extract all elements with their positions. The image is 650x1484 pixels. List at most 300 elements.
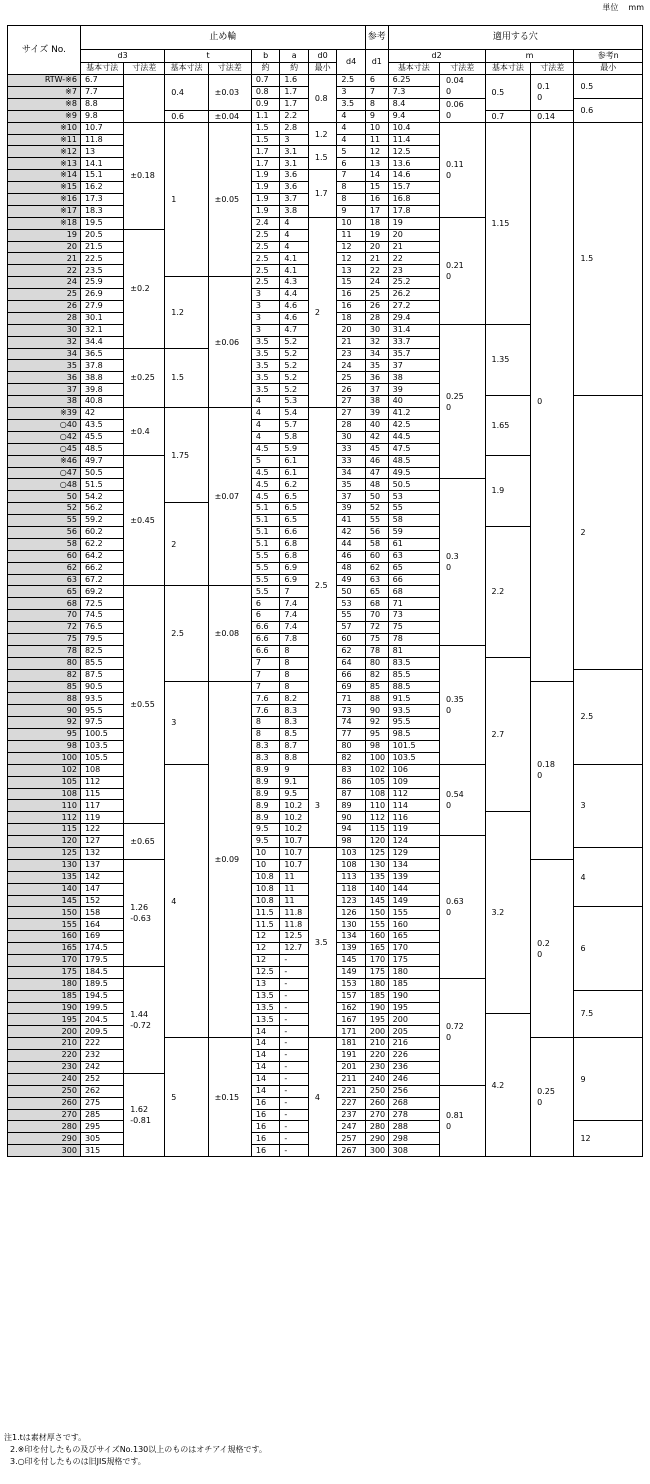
d0-min-cell: 1.7: [308, 170, 336, 218]
d2-basic-cell: 27.2: [388, 301, 439, 313]
d1-cell: 28: [365, 312, 388, 324]
snap-ring-spec-table: [7, 25, 643, 1157]
d2-basic-cell: 185: [388, 978, 439, 990]
size-cell: ○47: [8, 467, 81, 479]
d4-cell: 46: [337, 550, 366, 562]
b-cell: 4: [251, 396, 279, 408]
t-tolerance-cell: ±0.08: [208, 586, 251, 681]
d2-basic-cell: 33.7: [388, 336, 439, 348]
d4-cell: 108: [337, 859, 366, 871]
b-cell: 0.8: [251, 86, 279, 98]
d1-cell: 18: [365, 217, 388, 229]
d4-cell: 139: [337, 943, 366, 955]
d1-cell: 46: [365, 455, 388, 467]
d2-basic-cell: 58: [388, 515, 439, 527]
d3-basic-cell: 132: [80, 848, 123, 860]
a-cell: 8.3: [280, 717, 308, 729]
a-cell: 9: [280, 764, 308, 776]
b-cell: 5.1: [251, 503, 279, 515]
d1-cell: 75: [365, 633, 388, 645]
d1-cell: 280: [365, 1121, 388, 1133]
d3-basic-cell: 43.5: [80, 419, 123, 431]
d4-cell: 66: [337, 669, 366, 681]
b-cell: 13.5: [251, 1014, 279, 1026]
d3-tolerance-cell: ±0.55: [124, 586, 165, 824]
d2-basic-cell: 129: [388, 848, 439, 860]
d4-cell: 82: [337, 752, 366, 764]
d4-cell: 80: [337, 740, 366, 752]
d1-cell: 175: [365, 966, 388, 978]
d3-tolerance-cell: ±0.25: [124, 348, 165, 407]
size-cell: ※8: [8, 98, 81, 110]
d4-cell: 69: [337, 681, 366, 693]
size-cell: 145: [8, 895, 81, 907]
d3-basic-cell: 6.7: [80, 75, 123, 87]
a-cell: -: [280, 1121, 308, 1133]
size-cell: RTW-※6: [8, 75, 81, 87]
size-cell: 63: [8, 574, 81, 586]
d2-basic-cell: 134: [388, 859, 439, 871]
d3-basic-cell: 164: [80, 919, 123, 931]
d2-basic-cell: 298: [388, 1133, 439, 1145]
t-basic-cell: 1: [165, 122, 208, 277]
n-min-cell: 12: [574, 1121, 643, 1157]
d1-cell: 160: [365, 931, 388, 943]
d2-basic-cell: 42.5: [388, 419, 439, 431]
d1-cell: 68: [365, 598, 388, 610]
d2-tolerance-cell: 0.11 0: [439, 122, 485, 217]
d4-cell: 28: [337, 419, 366, 431]
b-cell: 11.5: [251, 919, 279, 931]
a-cell: 7.4: [280, 598, 308, 610]
d4-cell: 62: [337, 645, 366, 657]
b-cell: 3: [251, 301, 279, 313]
d3-basic-cell: 49.7: [80, 455, 123, 467]
d1-cell: 56: [365, 526, 388, 538]
m-basic-cell: 1.35: [485, 324, 531, 395]
d1-cell: 14: [365, 170, 388, 182]
b-cell: 14: [251, 1085, 279, 1097]
b-cell: 4.5: [251, 491, 279, 503]
d3-basic-cell: 127: [80, 836, 123, 848]
a-cell: 10.2: [280, 812, 308, 824]
b-cell: 6: [251, 610, 279, 622]
a-cell: 12.5: [280, 931, 308, 943]
d3-tolerance-cell: ±0.18: [124, 122, 165, 229]
b-cell: 12: [251, 955, 279, 967]
d4-cell: 83: [337, 764, 366, 776]
d1-cell: 220: [365, 1050, 388, 1062]
d4-cell: 221: [337, 1085, 366, 1097]
d2-basic-cell: 23: [388, 265, 439, 277]
d2-basic-cell: 40: [388, 396, 439, 408]
d3-basic-cell: 82.5: [80, 645, 123, 657]
size-cell: 50: [8, 491, 81, 503]
b-cell: 8.3: [251, 740, 279, 752]
a-cell: -: [280, 1050, 308, 1062]
d1-cell: 165: [365, 943, 388, 955]
b-cell: 3.5: [251, 360, 279, 372]
d2-basic-cell: 190: [388, 990, 439, 1002]
d4-cell: 86: [337, 776, 366, 788]
d1-cell: 88: [365, 693, 388, 705]
b-cell: 1.9: [251, 194, 279, 206]
a-cell: 9.5: [280, 788, 308, 800]
header-tol: 寸法差: [439, 62, 485, 75]
header-m: m: [485, 50, 574, 63]
d1-cell: 25: [365, 289, 388, 301]
b-cell: 6.6: [251, 633, 279, 645]
d4-cell: 130: [337, 919, 366, 931]
d1-cell: 90: [365, 705, 388, 717]
d1-cell: 72: [365, 622, 388, 634]
d3-basic-cell: 37.8: [80, 360, 123, 372]
size-cell: 115: [8, 824, 81, 836]
d4-cell: 60: [337, 633, 366, 645]
d2-basic-cell: 14.6: [388, 170, 439, 182]
d2-basic-cell: 73: [388, 610, 439, 622]
d3-basic-cell: 38.8: [80, 372, 123, 384]
b-cell: 3.5: [251, 336, 279, 348]
d4-cell: 27: [337, 408, 366, 420]
n-min-cell: 6: [574, 907, 643, 990]
d2-basic-cell: 124: [388, 836, 439, 848]
note-1: 注1.tは素材厚さです。: [4, 1433, 87, 1442]
b-cell: 3.5: [251, 348, 279, 360]
d2-basic-cell: 256: [388, 1085, 439, 1097]
d1-cell: 47: [365, 467, 388, 479]
d3-basic-cell: 97.5: [80, 717, 123, 729]
b-cell: 10.8: [251, 895, 279, 907]
unit-label: 単位 mm: [602, 3, 644, 12]
d4-cell: 4: [337, 122, 366, 134]
d4-cell: 44: [337, 538, 366, 550]
size-cell: ○48: [8, 479, 81, 491]
size-cell: 90: [8, 705, 81, 717]
d2-basic-cell: 109: [388, 776, 439, 788]
d4-cell: 4: [337, 134, 366, 146]
size-cell: 58: [8, 538, 81, 550]
d3-basic-cell: 174.5: [80, 943, 123, 955]
d4-cell: 53: [337, 598, 366, 610]
d0-min-cell: 2.5: [308, 408, 336, 765]
d2-basic-cell: 236: [388, 1062, 439, 1074]
b-cell: 4.5: [251, 443, 279, 455]
d2-basic-cell: 195: [388, 1002, 439, 1014]
a-cell: 6.1: [280, 467, 308, 479]
size-cell: 110: [8, 800, 81, 812]
size-cell: 290: [8, 1133, 81, 1145]
b-cell: 2.5: [251, 241, 279, 253]
m-basic-cell: 3.2: [485, 812, 531, 1014]
a-cell: 6.6: [280, 526, 308, 538]
a-cell: 7.4: [280, 610, 308, 622]
a-cell: 8.8: [280, 752, 308, 764]
d3-basic-cell: 189.5: [80, 978, 123, 990]
b-cell: 12: [251, 943, 279, 955]
d1-cell: 12: [365, 146, 388, 158]
a-cell: 5.3: [280, 396, 308, 408]
d3-basic-cell: 295: [80, 1121, 123, 1133]
size-cell: 150: [8, 907, 81, 919]
d2-basic-cell: 9.4: [388, 110, 439, 122]
a-cell: 2.8: [280, 122, 308, 134]
d2-basic-cell: 13.6: [388, 158, 439, 170]
a-cell: 7.4: [280, 622, 308, 634]
t-basic-cell: 1.75: [165, 408, 208, 503]
d4-cell: 57: [337, 622, 366, 634]
d1-cell: 190: [365, 1002, 388, 1014]
d2-tolerance-cell: 0.72 0: [439, 978, 485, 1085]
d1-cell: 39: [365, 408, 388, 420]
d4-cell: 90: [337, 812, 366, 824]
size-cell: 56: [8, 526, 81, 538]
a-cell: 8.3: [280, 705, 308, 717]
d4-cell: 13: [337, 265, 366, 277]
a-cell: 11.8: [280, 919, 308, 931]
size-cell: 78: [8, 645, 81, 657]
size-cell: 200: [8, 1026, 81, 1038]
d4-cell: 2.5: [337, 75, 366, 87]
a-cell: 6.9: [280, 574, 308, 586]
size-cell: 155: [8, 919, 81, 931]
b-cell: 14: [251, 1073, 279, 1085]
m-tolerance-cell: 0.2 0: [531, 859, 574, 1037]
b-cell: 5.5: [251, 574, 279, 586]
a-cell: 4.7: [280, 324, 308, 336]
b-cell: 16: [251, 1145, 279, 1157]
d1-cell: 50: [365, 491, 388, 503]
d2-basic-cell: 19: [388, 217, 439, 229]
d3-basic-cell: 285: [80, 1109, 123, 1121]
d1-cell: 22: [365, 265, 388, 277]
d4-cell: 39: [337, 503, 366, 515]
size-cell: 108: [8, 788, 81, 800]
t-tolerance-cell: ±0.05: [208, 122, 251, 277]
header-t: t: [165, 50, 252, 63]
d4-cell: 16: [337, 289, 366, 301]
d3-basic-cell: 252: [80, 1073, 123, 1085]
size-cell: ※14: [8, 170, 81, 182]
d2-basic-cell: 21: [388, 241, 439, 253]
d4-cell: 10: [337, 217, 366, 229]
a-cell: 10.2: [280, 824, 308, 836]
a-cell: 5.7: [280, 419, 308, 431]
d2-basic-cell: 6.25: [388, 75, 439, 87]
a-cell: 6.1: [280, 455, 308, 467]
d1-cell: 108: [365, 788, 388, 800]
d4-cell: 16: [337, 301, 366, 313]
b-cell: 8: [251, 729, 279, 741]
b-cell: 1.1: [251, 110, 279, 122]
d4-cell: 77: [337, 729, 366, 741]
t-basic-cell: 1.5: [165, 348, 208, 407]
size-cell: 70: [8, 610, 81, 622]
size-cell: 210: [8, 1038, 81, 1050]
size-cell: 88: [8, 693, 81, 705]
a-cell: 3.6: [280, 170, 308, 182]
m-basic-cell: 1.9: [485, 455, 531, 526]
d4-cell: 27: [337, 396, 366, 408]
b-cell: 3: [251, 312, 279, 324]
size-cell: 135: [8, 871, 81, 883]
d4-cell: 3: [337, 86, 366, 98]
d2-basic-cell: 91.5: [388, 693, 439, 705]
d4-cell: 98: [337, 836, 366, 848]
size-cell: 30: [8, 324, 81, 336]
n-min-cell: 0.5: [574, 75, 643, 99]
d2-basic-cell: 38: [388, 372, 439, 384]
d3-basic-cell: 79.5: [80, 633, 123, 645]
d3-basic-cell: 222: [80, 1038, 123, 1050]
a-cell: 11: [280, 895, 308, 907]
d3-basic-cell: 85.5: [80, 657, 123, 669]
d2-basic-cell: 103.5: [388, 752, 439, 764]
d1-cell: 200: [365, 1026, 388, 1038]
size-cell: 240: [8, 1073, 81, 1085]
m-basic-cell: 1.15: [485, 122, 531, 324]
d3-basic-cell: 60.2: [80, 526, 123, 538]
d3-basic-cell: 169: [80, 931, 123, 943]
d3-basic-cell: 19.5: [80, 217, 123, 229]
d3-basic-cell: 90.5: [80, 681, 123, 693]
size-cell: 260: [8, 1097, 81, 1109]
d2-basic-cell: 155: [388, 907, 439, 919]
size-cell: 21: [8, 253, 81, 265]
b-cell: 16: [251, 1109, 279, 1121]
m-basic-cell: 1.65: [485, 396, 531, 455]
a-cell: 3: [280, 134, 308, 146]
d2-basic-cell: 308: [388, 1145, 439, 1157]
d2-basic-cell: 11.4: [388, 134, 439, 146]
d1-cell: 82: [365, 669, 388, 681]
d3-basic-cell: 34.4: [80, 336, 123, 348]
t-tolerance-cell: ±0.03: [208, 75, 251, 111]
m-basic-cell: 4.2: [485, 1014, 531, 1157]
header-applicable-hole: 適用する穴: [388, 26, 642, 50]
a-cell: 1.6: [280, 75, 308, 87]
d2-basic-cell: 37: [388, 360, 439, 372]
b-cell: 4: [251, 419, 279, 431]
header-tol: 寸法差: [531, 62, 574, 75]
d3-basic-cell: 48.5: [80, 443, 123, 455]
d4-cell: 123: [337, 895, 366, 907]
d2-basic-cell: 268: [388, 1097, 439, 1109]
d4-cell: 23: [337, 348, 366, 360]
b-cell: 10.8: [251, 871, 279, 883]
b-cell: 4.5: [251, 479, 279, 491]
d2-basic-cell: 81: [388, 645, 439, 657]
d2-tolerance-cell: 0.21 0: [439, 217, 485, 324]
d3-basic-cell: 115: [80, 788, 123, 800]
d2-tolerance-cell: 0.25 0: [439, 324, 485, 479]
d3-basic-cell: 108: [80, 764, 123, 776]
d2-basic-cell: 114: [388, 800, 439, 812]
b-cell: 8.9: [251, 800, 279, 812]
d4-cell: 12: [337, 253, 366, 265]
d2-basic-cell: 49.5: [388, 467, 439, 479]
d1-cell: 130: [365, 859, 388, 871]
b-cell: 8: [251, 717, 279, 729]
size-cell: ※15: [8, 182, 81, 194]
n-min-cell: 7.5: [574, 990, 643, 1038]
b-cell: 8.9: [251, 812, 279, 824]
d3-basic-cell: 69.2: [80, 586, 123, 598]
size-cell: ○42: [8, 431, 81, 443]
d2-basic-cell: 41.2: [388, 408, 439, 420]
b-cell: 2.5: [251, 265, 279, 277]
d1-cell: 180: [365, 978, 388, 990]
d3-basic-cell: 204.5: [80, 1014, 123, 1026]
a-cell: 5.2: [280, 348, 308, 360]
d1-cell: 110: [365, 800, 388, 812]
size-cell: ※7: [8, 86, 81, 98]
t-basic-cell: 5: [165, 1038, 208, 1157]
d3-basic-cell: 17.3: [80, 194, 123, 206]
d1-cell: 24: [365, 277, 388, 289]
a-cell: -: [280, 1038, 308, 1050]
d3-basic-cell: 194.5: [80, 990, 123, 1002]
a-cell: -: [280, 955, 308, 967]
m-basic-cell: 2.7: [485, 657, 531, 812]
d2-basic-cell: 226: [388, 1050, 439, 1062]
m-tolerance-cell: 0.14: [531, 110, 574, 122]
n-min-cell: 4: [574, 848, 643, 907]
d4-cell: 25: [337, 372, 366, 384]
d2-basic-cell: 17.8: [388, 205, 439, 217]
size-cell: 24: [8, 277, 81, 289]
d1-cell: 260: [365, 1097, 388, 1109]
size-cell: 26: [8, 301, 81, 313]
header-d4: d4: [337, 50, 366, 75]
b-cell: 6: [251, 598, 279, 610]
d3-tolerance-cell: ±0.2: [124, 229, 165, 348]
d3-basic-cell: 16.2: [80, 182, 123, 194]
a-cell: 3.6: [280, 182, 308, 194]
b-cell: 1.5: [251, 122, 279, 134]
a-cell: 4.6: [280, 312, 308, 324]
b-cell: 11.5: [251, 907, 279, 919]
n-min-cell: 3: [574, 764, 643, 847]
d1-cell: 115: [365, 824, 388, 836]
d4-cell: 12: [337, 241, 366, 253]
d1-cell: 230: [365, 1062, 388, 1074]
size-cell: 36: [8, 372, 81, 384]
m-basic-cell: 0.7: [485, 110, 531, 122]
d3-basic-cell: 209.5: [80, 1026, 123, 1038]
a-cell: 4.6: [280, 301, 308, 313]
a-cell: -: [280, 1133, 308, 1145]
size-cell: 95: [8, 729, 81, 741]
table-row: [8, 75, 643, 87]
size-cell: 195: [8, 1014, 81, 1026]
a-cell: 6.5: [280, 515, 308, 527]
d1-cell: 125: [365, 848, 388, 860]
d4-cell: 94: [337, 824, 366, 836]
b-cell: 2.5: [251, 229, 279, 241]
d2-basic-cell: 59: [388, 526, 439, 538]
size-cell: 175: [8, 966, 81, 978]
d1-cell: 65: [365, 586, 388, 598]
d2-basic-cell: 144: [388, 883, 439, 895]
b-cell: 3: [251, 289, 279, 301]
size-cell: 125: [8, 848, 81, 860]
a-cell: -: [280, 990, 308, 1002]
d1-cell: 16: [365, 194, 388, 206]
d1-cell: 112: [365, 812, 388, 824]
a-cell: -: [280, 1097, 308, 1109]
a-cell: 8.5: [280, 729, 308, 741]
